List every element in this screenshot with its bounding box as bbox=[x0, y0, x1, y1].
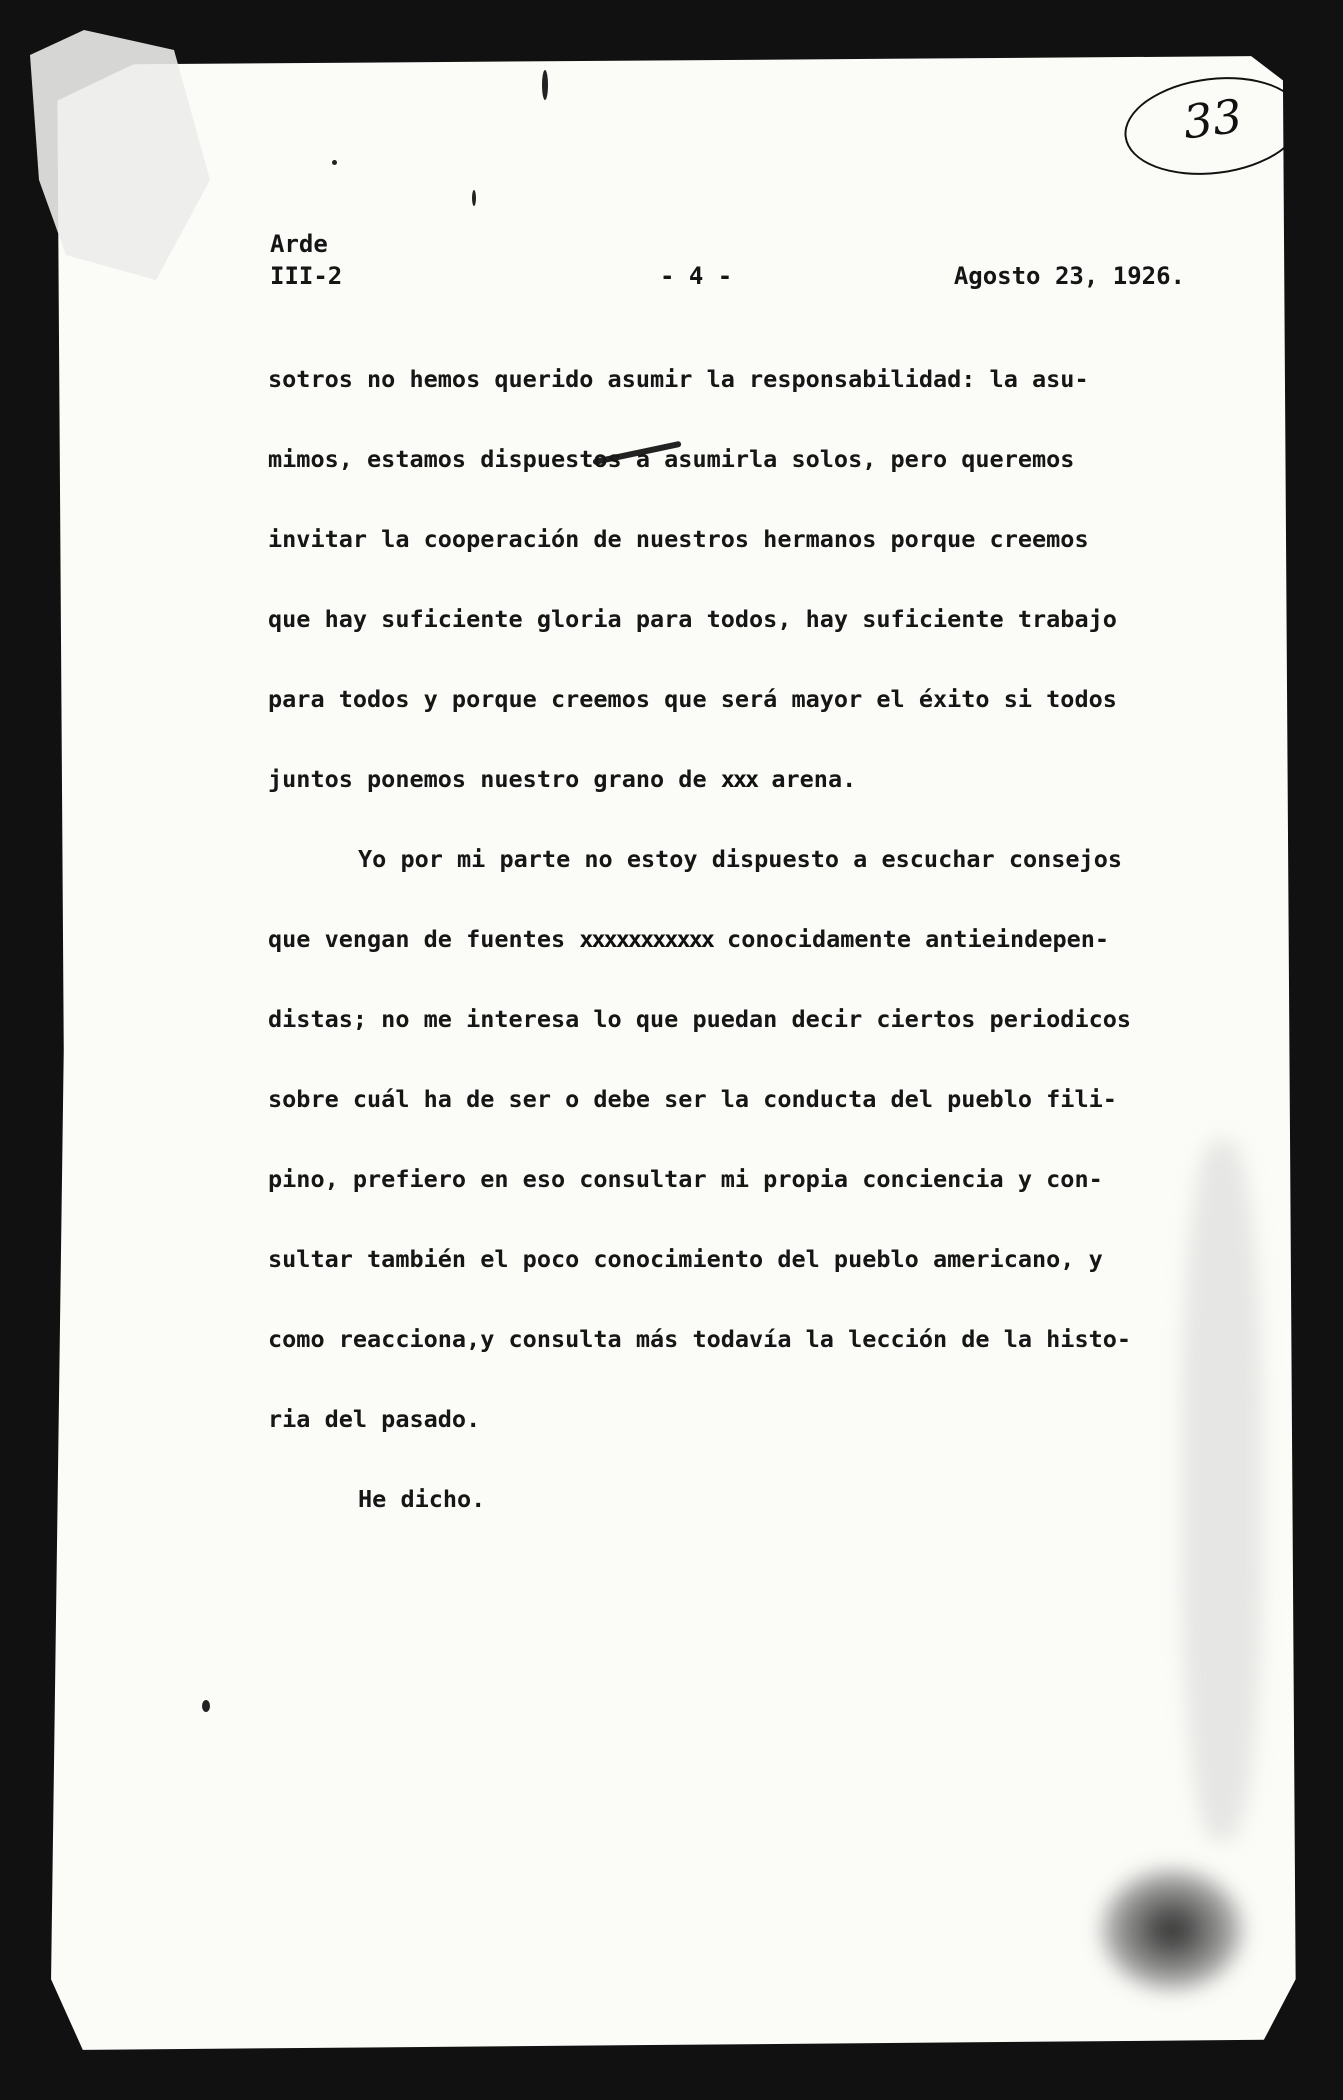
speck bbox=[202, 1700, 210, 1712]
speck bbox=[542, 70, 548, 100]
text-line: sobre cuál ha de ser o debe ser la conducta del pueblo fili- bbox=[268, 1085, 1117, 1113]
text-line: pino, prefiero en eso consultar mi propia conciencia y con- bbox=[268, 1165, 1103, 1193]
text-line bbox=[268, 915, 1228, 995]
ink-stain bbox=[1102, 1870, 1242, 1990]
text-line: sultar también el poco conocimiento del pueblo americano, y bbox=[268, 1245, 1103, 1273]
page-number-mark: 33 bbox=[1180, 88, 1245, 150]
struck-out-text: xxxxxxxxxxx bbox=[579, 925, 713, 953]
text-line: distas; no me interesa lo que puedan decir ciertos periodicos bbox=[268, 1005, 1132, 1033]
struck-out-text: xxx bbox=[720, 765, 758, 793]
document-date: Agosto 23, 1926. bbox=[953, 262, 1185, 290]
document-body bbox=[268, 355, 1228, 1555]
paragraph-start-line: Yo por mi parte no estoy dispuesto a escuchar consejos bbox=[358, 845, 1123, 873]
reference-code bbox=[270, 228, 342, 292]
text-line-end: arena. bbox=[757, 765, 857, 793]
text-line-start: que vengan de fuentes bbox=[268, 925, 580, 953]
reference-line-1: Arde bbox=[270, 230, 328, 258]
text-line: invitar la cooperación de nuestros hermanos porque creemos bbox=[268, 525, 1089, 553]
page-label: - 4 - bbox=[660, 262, 733, 290]
text-line: que hay suficiente gloria para todos, hay suficiente trabajo bbox=[268, 605, 1117, 633]
speck bbox=[332, 160, 337, 165]
text-line bbox=[268, 755, 1228, 835]
text-line-start: juntos ponemos nuestro grano de bbox=[268, 765, 721, 793]
text-line: para todos y porque creemos que será mayor el éxito si todos bbox=[268, 685, 1117, 713]
speck bbox=[472, 190, 476, 206]
text-line-end: conocidamente antieindepen- bbox=[712, 925, 1110, 953]
text-line: sotros no hemos querido asumir la responsabilidad: la asu- bbox=[268, 365, 1089, 393]
reference-line-2: III-2 bbox=[270, 262, 343, 290]
text-line: ria del pasado. bbox=[268, 1405, 481, 1433]
text-line: como reacciona,y consulta más todavía la lección de la histo- bbox=[268, 1325, 1132, 1353]
closing-line: He dicho. bbox=[358, 1485, 486, 1513]
text-line: mimos, estamos dispuestos a asumirla solos, pero queremos bbox=[268, 445, 1075, 473]
